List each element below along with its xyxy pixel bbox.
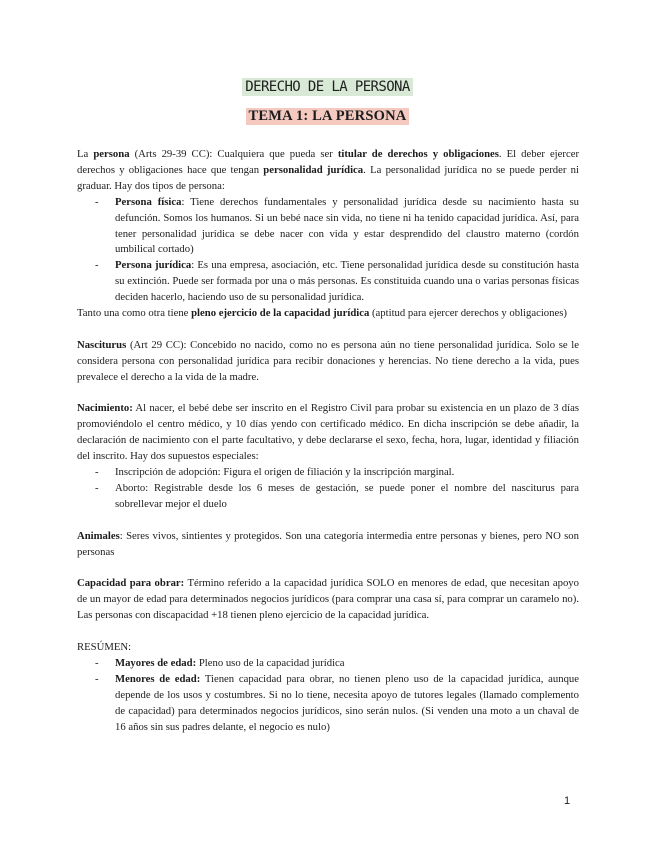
paragraph-nasciturus — [77, 338, 579, 386]
list-item — [77, 672, 579, 736]
text: Inscripción de adopción: Figura el origen de filiación y la inscripción marginal. — [115, 466, 455, 479]
spacer — [77, 386, 579, 402]
bold-term: personalidad jurídica — [263, 163, 364, 176]
bold-term: Nasciturus — [77, 338, 127, 351]
list-resumen — [77, 656, 579, 736]
spacer — [77, 322, 579, 338]
page-number: 1 — [564, 795, 571, 807]
bold-term: Nacimiento: — [77, 402, 133, 415]
paragraph-pleno-ejercicio — [77, 306, 579, 322]
text: Tienen capacidad para obrar, no tienen pleno uso de la capacidad jurídica, aunque depende de los usos y costumbres. Si no lo tiene, necesita apoyo de tutores legales (llamado complemento de capacidad) para determinados negocios jurídicos, sino serán nulos. (Si venden una moto a un chaval de 16 años sin sus padres delante, el negocio es nulo) — [115, 672, 580, 733]
title-container — [0, 78, 655, 96]
list-supuestos-especiales — [77, 465, 579, 513]
document-title: DERECHO DE LA PERSONA — [242, 78, 412, 96]
text: (Art 29 CC): Concebido no nacido, como no es persona aún no tiene personalidad jurídica. Solo se le considera persona con personalidad jurídica para recibir donaciones y herencias. No tiene derecho a la vida, pues prevalece el derecho a la vida de la madre. — [77, 338, 579, 383]
list-item — [77, 656, 579, 672]
text: . La personalidad jurídica no se puede perder ni graduar. Hay dos tipos de persona: — [77, 163, 579, 192]
bold-term: Animales — [77, 529, 120, 542]
spacer — [77, 513, 579, 529]
text: . El deber ejercer derechos y obligaciones hace que tengan — [77, 148, 580, 176]
spacer — [77, 561, 579, 577]
spacer — [77, 624, 579, 640]
list-item — [77, 465, 579, 481]
text: La — [77, 148, 94, 160]
text: Al nacer, el bebé debe ser inscrito en el Registro Civil para probar su existencia en un plazo de 3 días promoviéndolo el centro médico, y 10 días yendo con certificado médico. En dicha inscripción se debe añadir, la declaración de nacimiento con el parte facultativo, y debe declararse el sexo, fecha, hora, lugar, identidad y filiación del inscrito. Hay dos supuestos especiales: — [77, 402, 579, 463]
bullet-dash: - — [95, 482, 99, 494]
text: (Arts 29-39 CC): Cualquiera que pueda ser — [129, 148, 338, 160]
bold-term: Mayores de edad: — [115, 656, 197, 669]
bullet-dash: - — [95, 656, 99, 669]
text: Término referido a la capacidad jurídica SOLO en menores de edad, que necesitan apoyo de un mayor de edad para determinados negocios jurídicos (para comprar una casa sí, para comprar un caramelo no). Las personas con discapacidad +18 tienen pleno ejercicio de la capacidad jurídica. — [77, 577, 579, 622]
subtitle-container — [0, 107, 655, 125]
text: Aborto: Registrable desde los 6 meses de gestación, se puede poner el nombre del nasciturus para sobrellevar mejor el duelo — [115, 482, 579, 510]
bold-term: Persona jurídica — [115, 259, 192, 272]
paragraph-animales — [77, 529, 579, 561]
list-tipos-persona — [77, 195, 579, 306]
paragraph-capacidad-obrar — [77, 576, 579, 624]
bullet-dash: - — [95, 466, 99, 479]
paragraph-persona — [77, 147, 579, 195]
bold-term: Capacidad para obrar: — [77, 577, 185, 590]
document-subtitle: TEMA 1: LA PERSONA — [246, 108, 410, 125]
bold-term: Menores de edad: — [115, 672, 201, 685]
bold-term: titular de derechos y obligaciones — [337, 148, 499, 160]
bullet-dash: - — [95, 195, 99, 208]
text: (aptitud para ejercer derechos y obligaciones) — [369, 307, 567, 320]
bullet-dash: - — [95, 672, 99, 685]
text: Pleno uso de la capacidad jurídica — [196, 656, 345, 669]
bullet-dash: - — [95, 259, 99, 272]
bold-term: Persona física — [115, 195, 182, 208]
document-body — [77, 147, 579, 735]
bold-term: persona — [93, 148, 130, 160]
bold-term: pleno ejercicio de la capacidad jurídica — [191, 307, 370, 320]
list-item — [77, 195, 579, 259]
resumen-heading: RESÚMEN: — [77, 641, 132, 654]
text: : Es una empresa, asociación, etc. Tiene personalidad jurídica desde su constitución hasta su extinción. Puede ser formada por una o más personas. Es constituida cuando una o varias personas físicas deciden hacerlo, haciendo uso de su personalidad jurídica. — [115, 259, 579, 304]
text: : Tiene derechos fundamentales y personalidad jurídica desde su nacimiento hasta su defunción. Somos los humanos. Si un bebé nace sin vida, no tiene ni ha tenido capacidad jurídica. Así, para tener personalidad jurídica se debe nacer con vida y estar desprendido del claustro materno (cordón umbilical cortado) — [115, 195, 579, 256]
paragraph-nacimiento — [77, 401, 579, 465]
text: Tanto una como otra tiene — [77, 307, 192, 320]
list-item — [77, 481, 579, 513]
list-item — [77, 258, 579, 306]
text: : Seres vivos, sintientes y protegidos. Son una categoría intermedia entre personas y bienes, pero NO son personas — [77, 529, 579, 558]
